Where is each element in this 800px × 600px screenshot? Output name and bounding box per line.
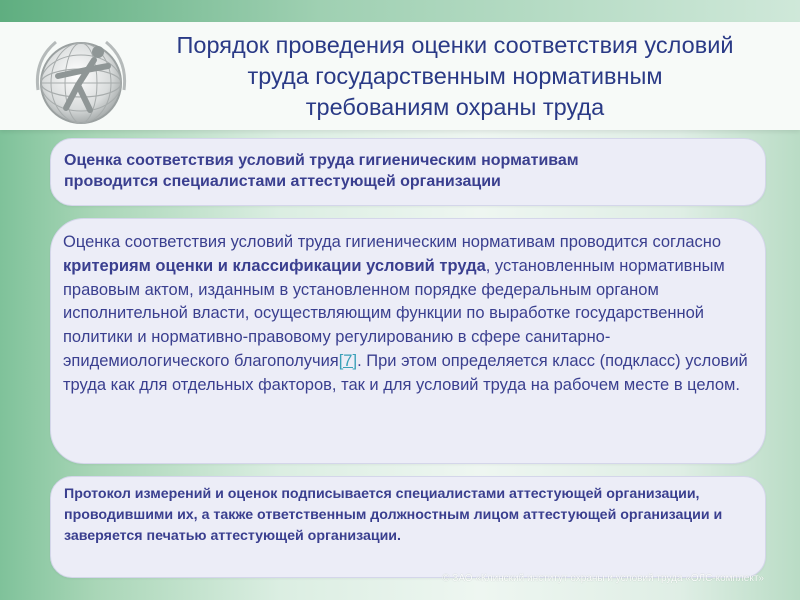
specialists-text (64, 150, 754, 192)
protocol-text: Протокол измерений и оценок подписывается специалистами аттестующей организации, проводившими их, а также ответственным должностным лицом аттестующей организации и заверяется печатью аттестующей организации. (64, 486, 723, 544)
copyright-footer: © ЗАО «Клинский институт охраны и условий труда «ОЛС-комплект» (442, 573, 764, 584)
criteria-text-part-3: . При этом определяется класс (подкласс) условий труда как для отдельных факторов, так и для условий труда на рабочем месте в целом. (63, 351, 748, 394)
specialists-line-2: проводится специалистами аттестующей организации (64, 173, 501, 190)
title-line-1: Порядок проведения оценки соответствия условий (176, 32, 734, 58)
title-line-2: труда государственным нормативным (247, 63, 663, 89)
criteria-text-part-2: , установленным нормативным правовым актом, изданным в установленном порядке федеральным органом исполнительной власти, осуществляющим функции по выработке государственной политики и нормативно-правовому регулированию в сфере санитарно-эпидемиологического благополучия (63, 256, 725, 370)
specialists-line-1: Оценка соответствия условий труда гигиеническим нормативам (64, 152, 579, 169)
top-band (0, 0, 800, 22)
reference-link[interactable]: [7] (338, 351, 358, 370)
page-title (130, 30, 780, 123)
criteria-text (63, 231, 753, 398)
globe-figure-icon (28, 30, 134, 136)
protocol-box (50, 476, 766, 578)
title-line-3: требованиям охраны труда (305, 94, 605, 120)
criteria-text-part-1: Оценка соответствия условий труда гигиеническим нормативам проводится согласно (63, 233, 722, 251)
criteria-box (50, 218, 766, 464)
specialists-box (50, 138, 766, 206)
criteria-bold-phrase: критериям оценки и классификации условий труда (63, 256, 486, 275)
